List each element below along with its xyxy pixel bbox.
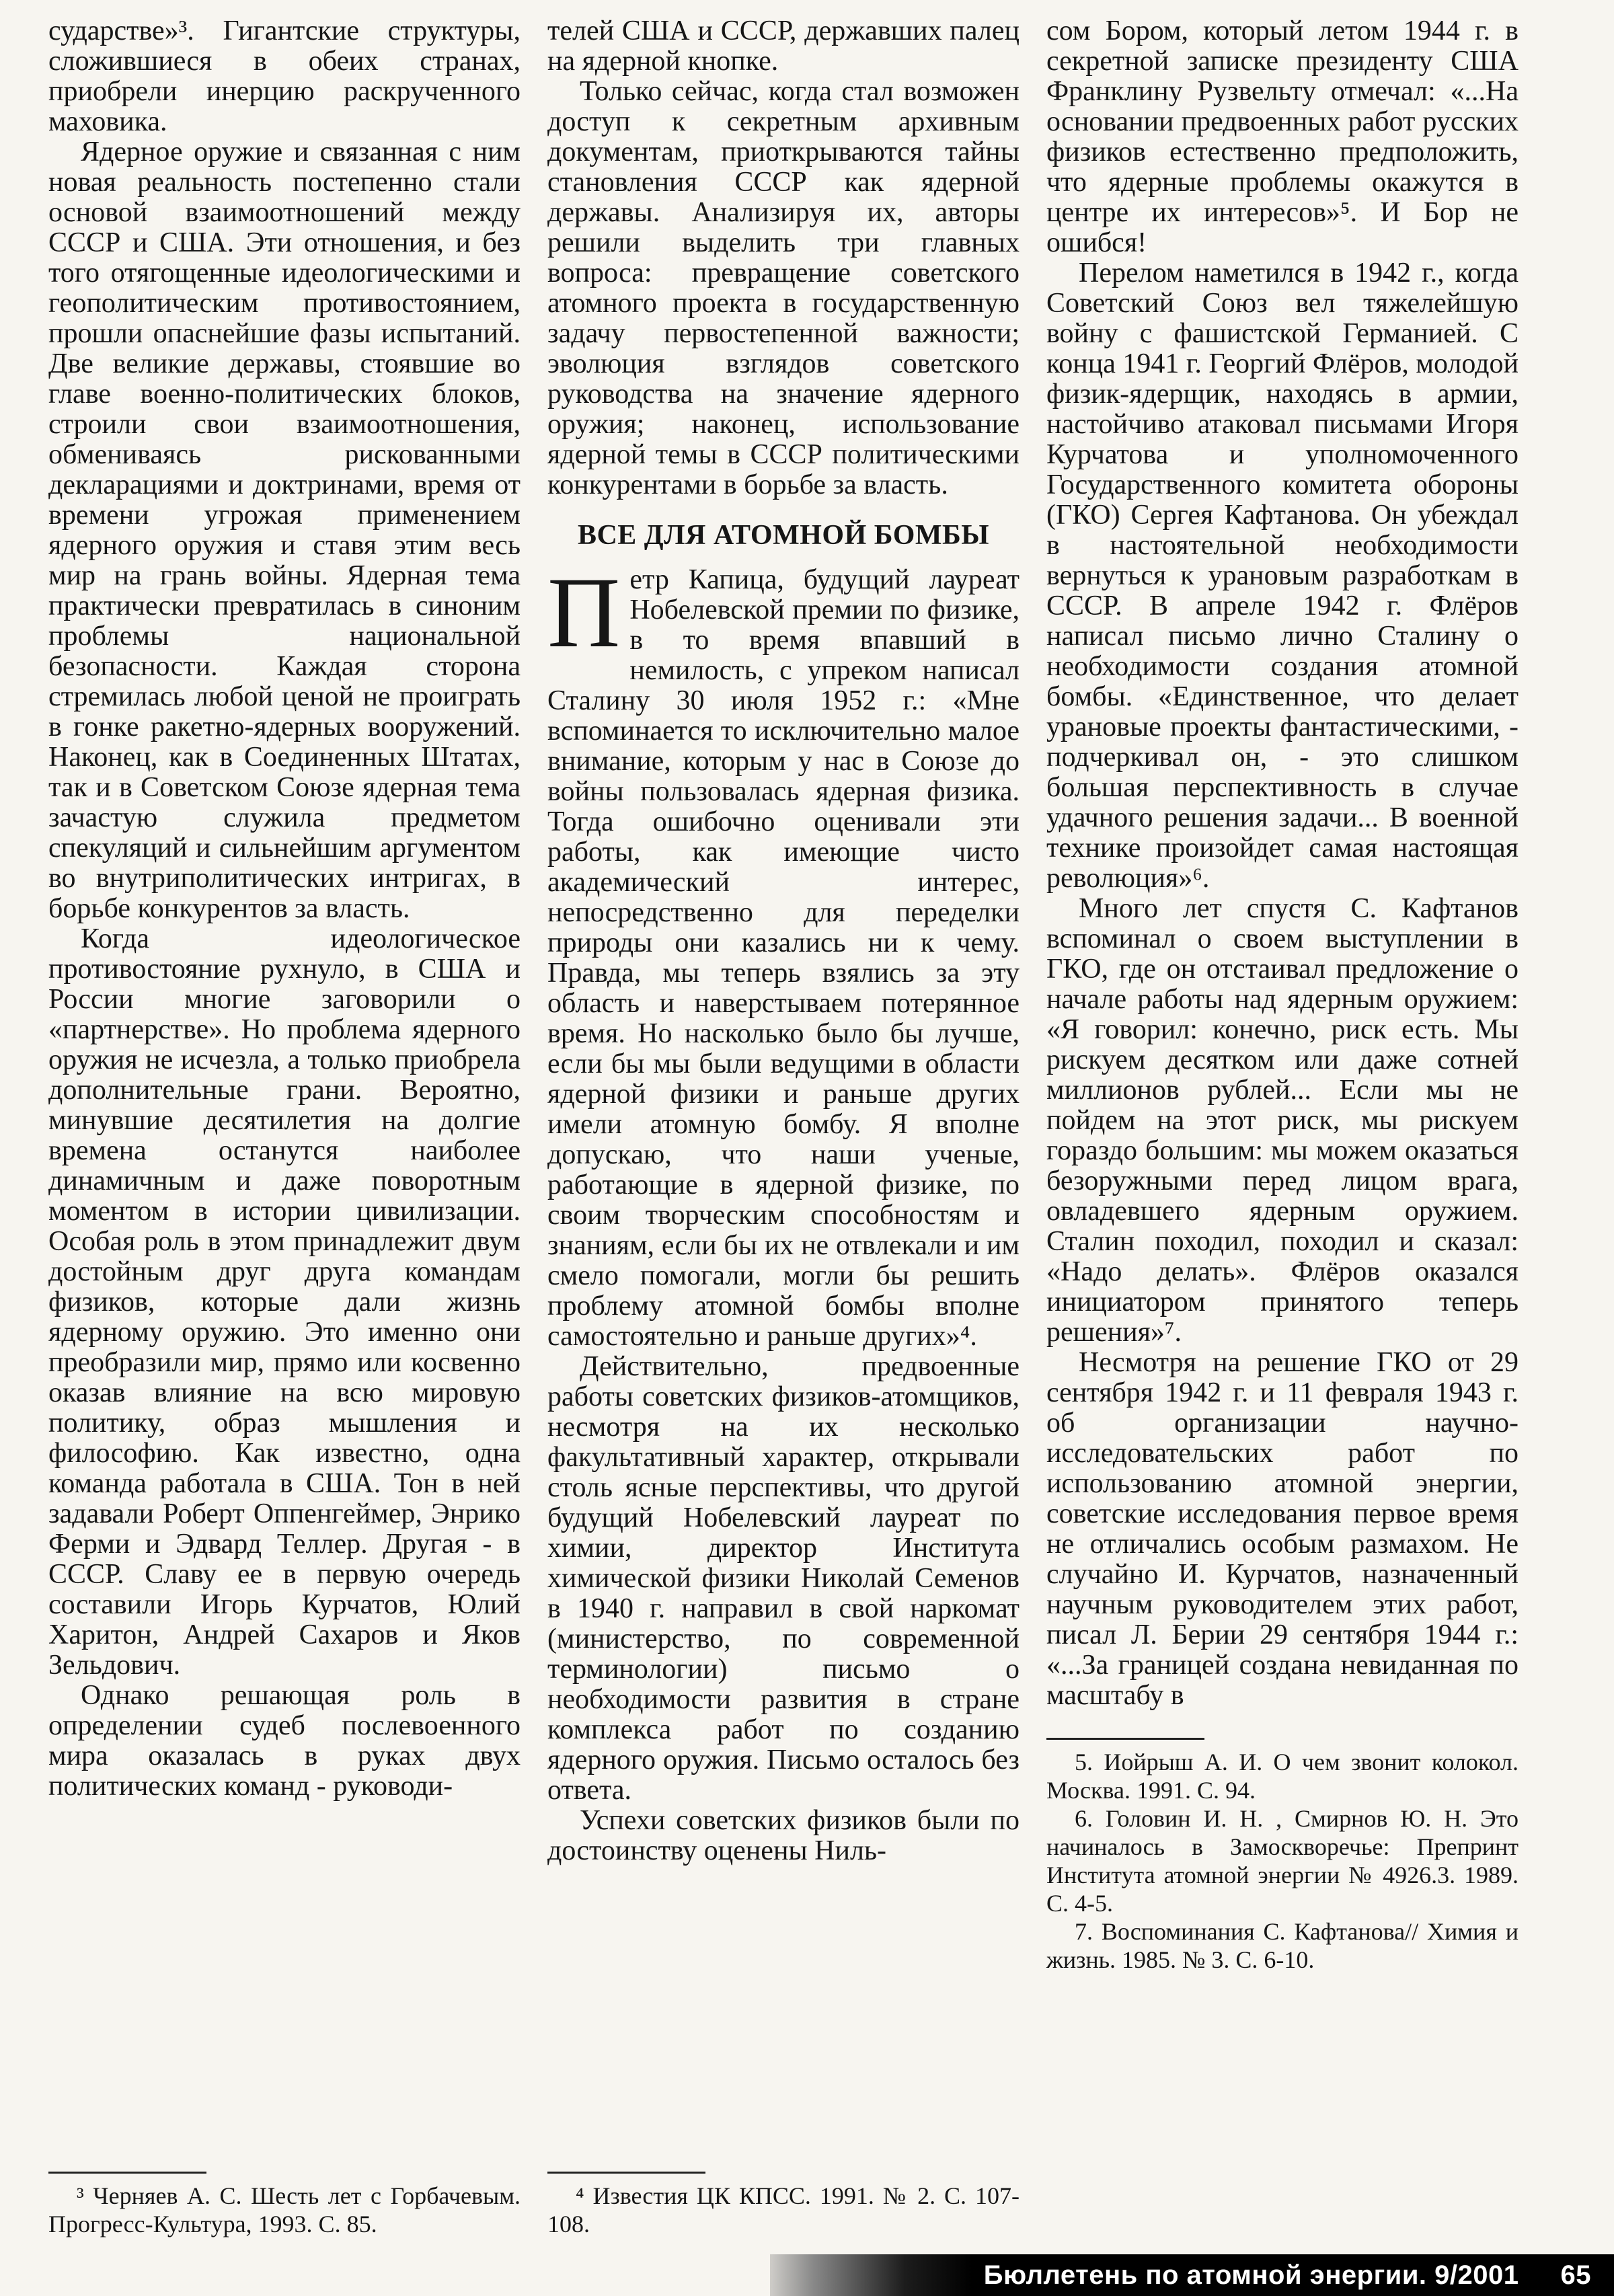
body-paragraph: Перелом наметился в 1942 г., когда Советский Союз вел тяжелейшую войну с фашистской Германией. С конца 1941 г. Георгий Флёров, молодой физик-ядерщик, находясь в армии, настойчиво атаковал письмами Игоря Курчатова и уполномоченного Государственного комитета обороны (ГКО) Сергея Кафтанова. Он убеждал в настоятельной необходимости вернуться к урановым разработкам в СССР. В апреле 1942 г. Флёров написал письмо лично Сталину о необходимости создания атомной бомбы. «Единственное, что делает урановые проекты фантастическими, - подчеркивал он, - это слишком большая перспективность в случае удачного решения задачи... В военной технике произойдет самая настоящая революция»⁶.	[1046, 258, 1519, 894]
footer-bar	[770, 2254, 1614, 2296]
footnote-separator	[1046, 1738, 1204, 1740]
section-heading: ВСЕ ДЛЯ АТОМНОЙ БОМБЫ	[577, 520, 990, 551]
footnote-separator	[48, 2172, 206, 2174]
footnote: 5. Иойрыш А. И. О чем звонит колокол. Москва. 1991. С. 94.	[1046, 1749, 1519, 1804]
body-paragraph: Однако решающая роль в определении судеб послевоенного мира оказалась в руках двух политических команд - руководи-	[48, 1680, 521, 1802]
paragraph-text: етр Капица, будущий лауреат Нобелевской премии по физике, в то время впавший в немилость, с упреком написал Сталину 30 июля 1952 г.: «Мне вспоминается то исключительно малое внимание, которым у нас в Союзе до войны пользовалась ядерная физика. Тогда ошибочно оценивали эти работы, как имеющие чисто академический интерес, непосредственно для переделки природы они казались ни к чему. Правда, мы теперь взялись за эту область и наверстываем потерянное время. Но насколько было бы лучше, если бы мы были ведущими в области ядерной физики и раньше других имели атомную бомбу. Я вполне допускаю, что наши ученые, работающие в ядерной физике, по своим творческим способностям и знаниям, если бы их не отвлекали и им смело помогали, могли бы решить проблему атомной бомбы вполне самостоятельно и раньше других»⁴.	[547, 564, 1020, 1352]
footnotes-block	[1046, 1728, 1519, 1974]
body-paragraph: Много лет спустя С. Кафтанов вспоминал о своем выступлении в ГКО, где он отстаивал предложение о начале работы над ядерным оружием: «Я говорил: конечно, риск есть. Мы рискуем десятком или даже сотней миллионов рублей... Если мы не пойдем на этот риск, мы рискуем гораздо большим: мы можем оказаться безоружными перед лицом врага, овладевшего ядерным оружием. Сталин походил, походил и сказал: «Надо делать». Флёров оказался инициатором принятого теперь решения»⁷.	[1046, 893, 1519, 1348]
footnote: 7. Воспоминания С. Кафтанова// Химия и жизнь. 1985. № 3. С. 6-10.	[1046, 1918, 1519, 1973]
footnote: ⁴ Известия ЦК КПСС. 1991. № 2. С. 107-108.	[547, 2182, 1020, 2237]
page-number: 65	[1560, 2260, 1591, 2290]
journal-footer-title: Бюллетень по атомной энергии. 9/2001	[983, 2260, 1519, 2290]
article-body	[48, 16, 1519, 2238]
body-paragraph: Успехи советских физиков были по достоинству оценены Ниль-	[547, 1805, 1020, 1866]
text-column-2	[547, 16, 1020, 2238]
body-paragraph: Ядерное оружие и связанная с ним новая реальность постепенно стали основой взаимоотношений между СССР и США. Эти отношения, и без того отягощенные идеологическими и геополитическим противостоянием, прошли опаснейшие фазы испытаний. Две великие державы, стоявшие во главе военно-политических блоков, строили свои взаимоотношения, обмениваясь рискованными декларациями и доктринами, время от времени угрожая применением ядерного оружия и ставя этим весь мир на грань войны. Ядерная тема практически превратилась в синоним проблемы национальной безопасности. Каждая сторона стремилась любой ценой не проиграть в гонке ракетно-ядерных вооружений. Наконец, как в Соединенных Штатах, так и в Советском Союзе ядерная тема зачастую служила предметом спекуляций и сильнейшим аргументом во внутриполитических интригах, в борьбе конкурентов за власть.	[48, 137, 521, 924]
body-paragraph: телей США и СССР, державших палец на ядерной кнопке.	[547, 15, 1020, 77]
body-paragraph: Действительно, предвоенные работы советских физиков-атомщиков, несмотря на их несколько факультативный характер, открывали столь ясные перспективы, что другой будущий Нобелевский лауреат по химии, директор Института химической физики Николай Семенов в 1940 г. направил в свой наркомат (министерство, по современной терминологии) письмо о необходимости развития в стране комплекса работ по созданию ядерного оружия. Письмо осталось без ответа.	[547, 1351, 1020, 1806]
text-column-1	[48, 16, 521, 2238]
text-column-3	[1046, 16, 1519, 2238]
footnotes-block	[547, 2162, 1020, 2238]
body-paragraph: Только сейчас, когда стал возможен доступ к секретным архивным документам, приоткрываются тайны становления СССР как ядерной державы. Анализируя их, авторы решили выделить три главных вопроса: превращение советского атомного проекта в государственную задачу первостепенной важности; эволюция взглядов советского руководства на значение ядерного оружия; наконец, использование ядерной темы в СССР политическими конкурентами в борьбе за власть.	[547, 76, 1020, 500]
footnote: ³ Черняев А. С. Шесть лет с Горбачевым. Прогресс-Культура, 1993. С. 85.	[48, 2182, 521, 2237]
body-paragraph	[547, 557, 1020, 1352]
footnote-separator	[547, 2172, 705, 2174]
footnote: 6. Головин И. Н. , Смирнов Ю. Н. Это начиналось в Замоскворечье: Препринт Института атомной энергии № 4926.3. 1989. С. 4-5.	[1046, 1805, 1519, 1917]
body-paragraph: сударстве»³. Гигантские структуры, сложившиеся в обеих странах, приобрели инерцию раскрученного маховика.	[48, 15, 521, 137]
body-paragraph: Когда идеологическое противостояние рухнуло, в США и России многие заговорили о «партнерстве». Но проблема ядерного оружия не исчезла, а только приобрела дополнительные грани. Вероятно, минувшие десятилетия на долгие времена останутся наиболее динамичным и даже поворотным моментом в истории цивилизации. Особая роль в этом принадлежит двум достойным друг друга командам физиков, которые дали жизнь ядерному оружию. Это именно они преобразили мир, прямо или косвенно оказав влияние на всю мировую политику, образ мышления и философию. Как известно, одна команда работала в США. Тон в ней задавали Роберт Оппенгеймер, Энрико Ферми и Эдвард Теллер. Другая - в СССР. Славу ее в первую очередь составили Игорь Курчатов, Юлий Харитон, Андрей Сахаров и Яков Зельдович.	[48, 923, 521, 1681]
drop-cap-letter: П	[547, 557, 621, 668]
footnotes-block	[48, 2162, 521, 2238]
body-paragraph: сом Бором, который летом 1944 г. в секретной записке президенту США Франклину Рузвельту отмечал: «...На основании предвоенных работ русских физиков естественно предположить, что ядерные проблемы окажутся в центре их интересов»⁵. И Бор не ошибся!	[1046, 15, 1519, 258]
body-paragraph: Несмотря на решение ГКО от 29 сентября 1942 г. и 11 февраля 1943 г. об организации научно-исследовательских работ по использованию атомной энергии, советские исследования первое время не отличались особым размахом. Не случайно И. Курчатов, назначенный научным руководителем этих работ, писал Л. Берии 29 сентября 1944 г.: «...За границей создана невиданная по масштабу в	[1046, 1347, 1519, 1711]
